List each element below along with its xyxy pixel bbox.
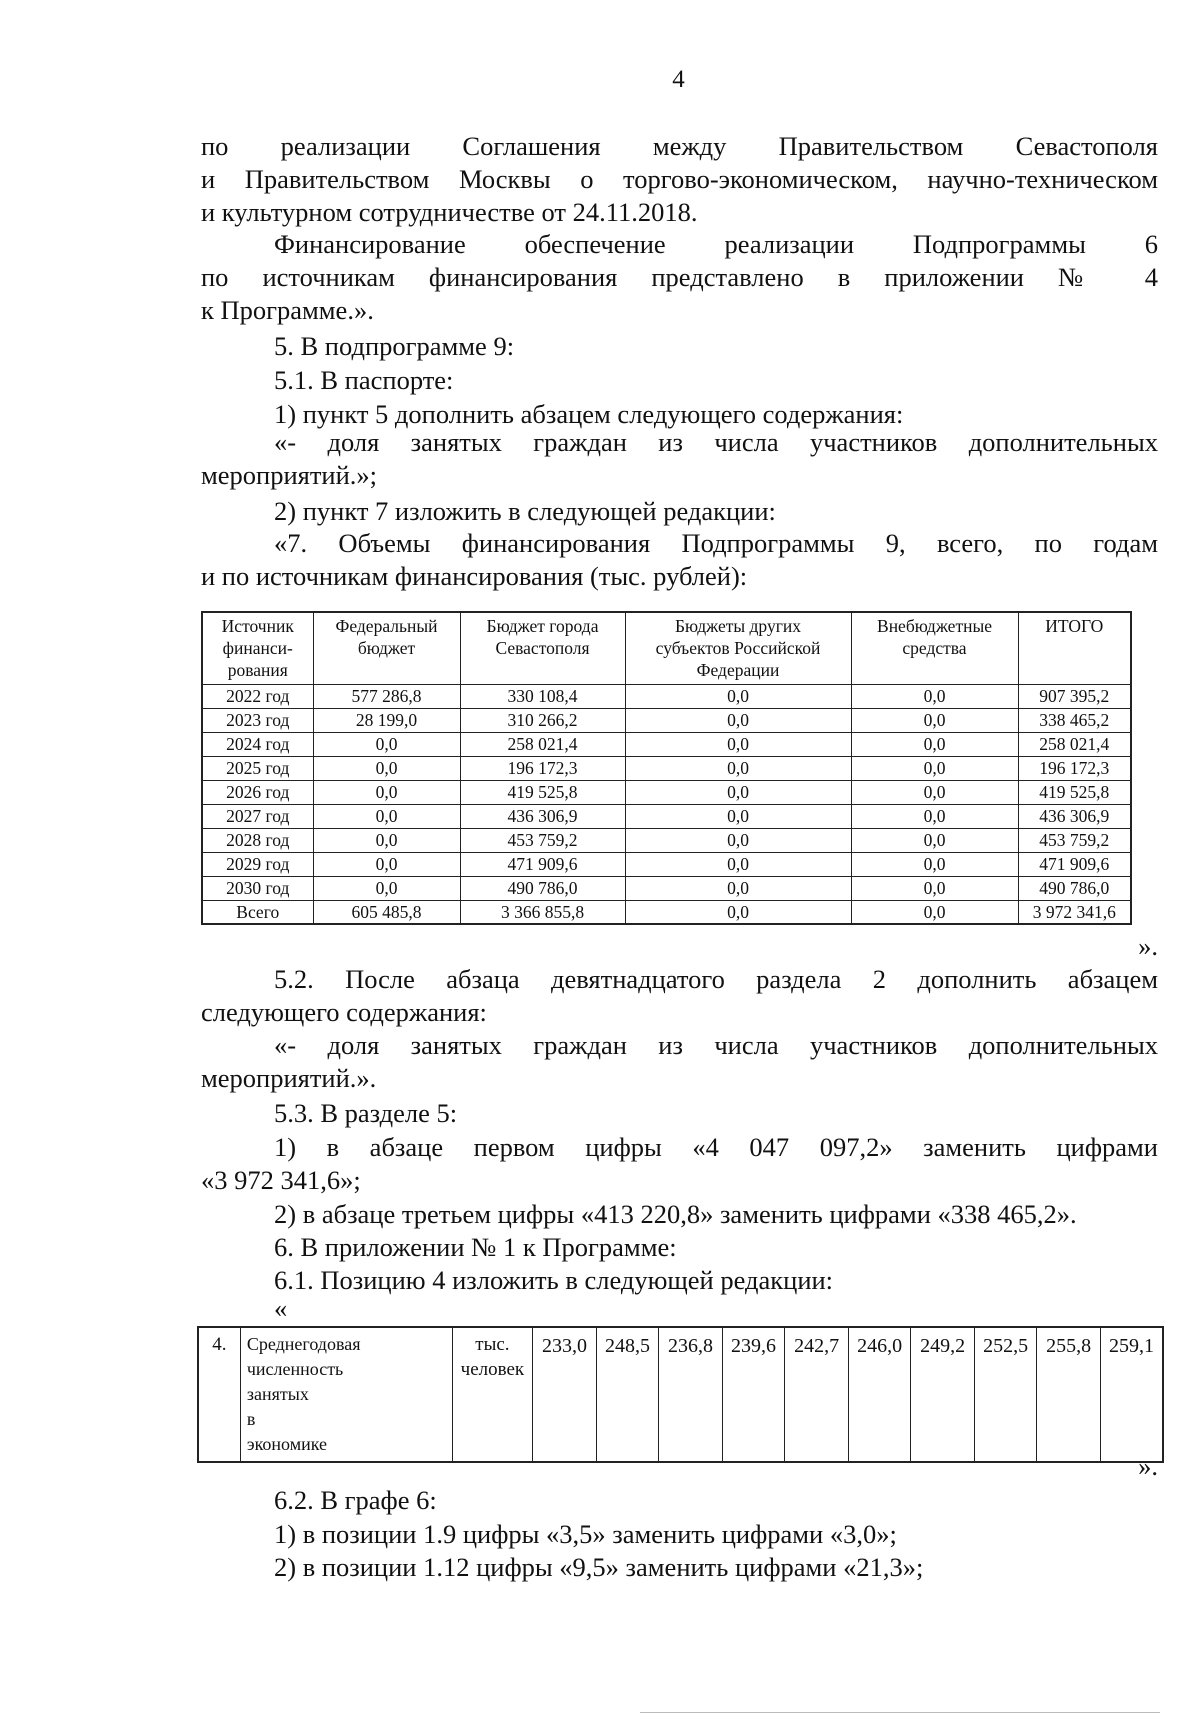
table-cell: 0,0: [625, 708, 851, 732]
table-cell: 0,0: [313, 852, 460, 876]
table-cell: 419 525,8: [460, 780, 625, 804]
table-cell: 0,0: [625, 876, 851, 900]
item-5-1-2: 2) пункт 7 изложить в следующей редакции:: [274, 496, 776, 526]
table-cell: 453 759,2: [1018, 828, 1131, 852]
indicator-table: [197, 1326, 1164, 1463]
table-cell: 0,0: [313, 828, 460, 852]
table-cell: 0,0: [625, 900, 851, 924]
text-line: «- доля занятых граждан из числа участников дополнительных: [274, 1030, 1158, 1060]
table-cell: 0,0: [851, 876, 1018, 900]
table-cell: 2022 год: [202, 684, 313, 708]
table-cell: 0,0: [625, 684, 851, 708]
item-7-paragraph: [201, 527, 1158, 593]
table-cell: 196 172,3: [460, 756, 625, 780]
table-cell: 3 366 855,8: [460, 900, 625, 924]
table-cell: 0,0: [313, 780, 460, 804]
item-6-2-1: 1) в позиции 1.9 цифры «3,5» заменить цифрами «3,0»;: [274, 1519, 897, 1549]
table-cell: 0,0: [625, 780, 851, 804]
intro-paragraph: [201, 130, 1158, 229]
header-cell: Бюджет города Севастополя: [460, 612, 625, 684]
text-line: и культурном сотрудничестве от 24.11.2018.: [201, 197, 698, 227]
value-cell: 259,1: [1100, 1327, 1163, 1462]
item-5-3-2: 2) в абзаце третьем цифры «413 220,8» заменить цифрами «338 465,2».: [274, 1199, 1077, 1229]
item-5-1-1: 1) пункт 5 дополнить абзацем следующего содержания:: [274, 399, 904, 429]
table-cell: 0,0: [625, 852, 851, 876]
position-number: 4.: [198, 1327, 240, 1462]
table-cell: 196 172,3: [1018, 756, 1131, 780]
table-cell: 0,0: [851, 756, 1018, 780]
table-cell: 258 021,4: [460, 732, 625, 756]
table-cell: 28 199,0: [313, 708, 460, 732]
table-cell: 471 909,6: [460, 852, 625, 876]
header-cell: Федеральный бюджет: [313, 612, 460, 684]
section-6-heading: 6. В приложении № 1 к Программе:: [274, 1232, 677, 1262]
table-cell: 330 108,4: [460, 684, 625, 708]
table-row: [198, 1327, 1163, 1462]
table-row: [202, 756, 1131, 780]
text-line: мероприятий.»;: [201, 460, 378, 490]
section-6-2-heading: 6.2. В графе 6:: [274, 1485, 437, 1515]
table-cell: 0,0: [313, 732, 460, 756]
table-cell: 2027 год: [202, 804, 313, 828]
table-total-row: [202, 900, 1131, 924]
header-cell: Бюджеты других субъектов Российской Федерации: [625, 612, 851, 684]
text-line: 1) в абзаце первом цифры «4 047 097,2» заменить цифрами: [274, 1132, 1158, 1162]
page-number: 4: [672, 66, 685, 93]
table-cell: 490 786,0: [460, 876, 625, 900]
quote-5-2: [201, 1029, 1158, 1095]
table-cell: 0,0: [851, 780, 1018, 804]
table-cell: 258 021,4: [1018, 732, 1131, 756]
table-row: [202, 852, 1131, 876]
financing-table: [201, 611, 1132, 925]
text-line: «7. Объемы финансирования Подпрограммы 9, всего, по годам: [274, 528, 1158, 558]
text-line: 5.2. После абзаца девятнадцатого раздела 2 дополнить абзацем: [274, 964, 1158, 994]
header-cell: Внебюджетные средства: [851, 612, 1018, 684]
table-cell: 436 306,9: [460, 804, 625, 828]
scan-artifact-line: [640, 1712, 1160, 1713]
table-cell: 0,0: [851, 900, 1018, 924]
table-cell: 0,0: [851, 852, 1018, 876]
table-cell: 577 286,8: [313, 684, 460, 708]
table-cell: 2025 год: [202, 756, 313, 780]
table-cell: 419 525,8: [1018, 780, 1131, 804]
table-cell: 2029 год: [202, 852, 313, 876]
table-cell: 0,0: [313, 876, 460, 900]
indicator-name: Среднегодовая численность занятых в экономике: [240, 1327, 452, 1462]
table-cell: 0,0: [851, 732, 1018, 756]
value-cell: 246,0: [848, 1327, 911, 1462]
table-cell: 2024 год: [202, 732, 313, 756]
closing-quote: ».: [1138, 931, 1158, 961]
text-line: «- доля занятых граждан из числа участников дополнительных: [274, 427, 1158, 457]
header-cell: ИТОГО: [1018, 612, 1131, 684]
table-row: [202, 828, 1131, 852]
table-header-row: [202, 612, 1131, 684]
value-cell: 233,0: [533, 1327, 597, 1462]
value-cell: 248,5: [596, 1327, 659, 1462]
table-cell: 338 465,2: [1018, 708, 1131, 732]
table-cell: 0,0: [625, 804, 851, 828]
item-5-3-1: [201, 1131, 1158, 1197]
table-cell: 2030 год: [202, 876, 313, 900]
table-cell: 0,0: [625, 756, 851, 780]
text-line: «3 972 341,6»;: [201, 1165, 361, 1195]
section-5-heading: 5. В подпрограмме 9:: [274, 331, 515, 361]
table-cell: 0,0: [313, 804, 460, 828]
table-cell: 310 266,2: [460, 708, 625, 732]
table-cell: 0,0: [851, 684, 1018, 708]
text-line: по источникам финансирования представлено в приложении № 4: [201, 262, 1158, 292]
table-cell: 605 485,8: [313, 900, 460, 924]
table-cell: 0,0: [313, 756, 460, 780]
unit-cell: тыс. человек: [452, 1327, 533, 1462]
table-cell: 2028 год: [202, 828, 313, 852]
closing-quote: ».: [1138, 1451, 1158, 1481]
text-line: и Правительством Москвы о торгово-экономическом, научно-техническом: [201, 164, 1158, 194]
text-line: следующего содержания:: [201, 997, 487, 1027]
item-6-2-2: 2) в позиции 1.12 цифры «9,5» заменить цифрами «21,3»;: [274, 1552, 924, 1582]
table-cell: 907 395,2: [1018, 684, 1131, 708]
text-line: мероприятий.».: [201, 1063, 377, 1093]
table-cell: 490 786,0: [1018, 876, 1131, 900]
section-5-2-paragraph: [201, 963, 1158, 1029]
financing-paragraph: [201, 228, 1158, 327]
value-cell: 255,8: [1037, 1327, 1101, 1462]
table-row: [202, 780, 1131, 804]
value-cell: 242,7: [785, 1327, 849, 1462]
value-cell: 239,6: [722, 1327, 785, 1462]
section-5-1-heading: 5.1. В паспорте:: [274, 365, 454, 395]
text-line: и по источникам финансирования (тыс. рублей):: [201, 561, 748, 591]
section-6-1-heading: 6.1. Позицию 4 изложить в следующей редакции:: [274, 1265, 834, 1295]
text-line: по реализации Соглашения между Правительством Севастополя: [201, 131, 1158, 161]
table-cell: 2023 год: [202, 708, 313, 732]
table-cell: 3 972 341,6: [1018, 900, 1131, 924]
quote-5-1: [201, 426, 1158, 492]
table-row: [202, 876, 1131, 900]
value-cell: 252,5: [974, 1327, 1037, 1462]
table-cell: Всего: [202, 900, 313, 924]
header-cell: Источник финанси- рования: [202, 612, 313, 684]
table-cell: 2026 год: [202, 780, 313, 804]
table-cell: 471 909,6: [1018, 852, 1131, 876]
table-cell: 0,0: [851, 708, 1018, 732]
table-row: [202, 732, 1131, 756]
section-5-3-heading: 5.3. В разделе 5:: [274, 1098, 458, 1128]
text-line: Финансирование обеспечение реализации Подпрограммы 6: [274, 229, 1158, 259]
table-cell: 0,0: [851, 828, 1018, 852]
table-row: [202, 684, 1131, 708]
value-cell: 249,2: [911, 1327, 975, 1462]
table-cell: 0,0: [625, 828, 851, 852]
value-cell: 236,8: [659, 1327, 723, 1462]
table-cell: 0,0: [851, 804, 1018, 828]
table-cell: 0,0: [625, 732, 851, 756]
table-cell: 436 306,9: [1018, 804, 1131, 828]
table-row: [202, 804, 1131, 828]
table-row: [202, 708, 1131, 732]
text-line: к Программе.».: [201, 295, 374, 325]
table-cell: 453 759,2: [460, 828, 625, 852]
opening-quote: «: [274, 1293, 288, 1323]
